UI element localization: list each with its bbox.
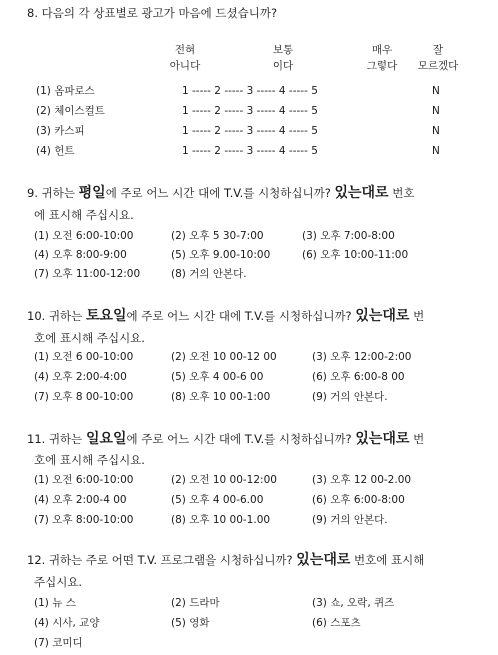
- q9-option-4[interactable]: (4) 오후 8:00-9:00: [34, 249, 127, 261]
- q10-title: [27, 309, 424, 323]
- q10-option-5[interactable]: (5) 오후 4 00-6 00: [171, 371, 264, 383]
- q9-title-mid: 에 주로 어느 시간 대에 T.V.를 시청하십니까?: [105, 186, 335, 200]
- q10-option-3[interactable]: (3) 오후 12:00-2:00: [312, 351, 412, 363]
- q8-header-4-line2: 모르겠다: [417, 60, 459, 72]
- q12-title-line2: 주십시요.: [34, 575, 83, 589]
- q9-title-em1: 평일: [78, 185, 106, 201]
- q9-option-6[interactable]: (6) 오후 10:00-11:00: [302, 249, 409, 261]
- q12-title-em2: 있는대로: [296, 552, 351, 568]
- q8-row-3-na[interactable]: N: [432, 125, 440, 137]
- q12-title-pre: 12. 귀하는 주로 어떤 T.V. 프로그램을 시청하십니까?: [27, 553, 297, 567]
- q10-title-em2: 있는대로: [355, 308, 410, 324]
- q9-title-pre: 9. 귀하는: [27, 186, 79, 200]
- q8-title: 8. 다음의 각 상표별로 광고가 마음에 드셨습니까?: [27, 6, 278, 20]
- q8-header-3-line2: 그렇다: [366, 60, 398, 72]
- q10-title-em1: 토요일: [85, 308, 127, 324]
- q10-title-mid: 에 주로 어느 시간 대에 T.V.를 시청하십니까?: [126, 309, 356, 323]
- q12-option-3[interactable]: (3) 쇼, 오락, 퀴즈: [312, 597, 395, 609]
- q8-row-2-na[interactable]: N: [432, 105, 440, 117]
- q8-row-4-scale[interactable]: 1 ----- 2 ----- 3 ----- 4 ----- 5: [182, 145, 318, 157]
- q12-title: [27, 553, 424, 567]
- q11-option-7[interactable]: (7) 오후 8:00-10:00: [34, 514, 134, 526]
- q8-header-3: [357, 42, 407, 74]
- q12-option-5[interactable]: (5) 영화: [171, 617, 210, 629]
- q8-row-4-label: (4) 헌트: [36, 145, 75, 157]
- q8-row-2-scale[interactable]: 1 ----- 2 ----- 3 ----- 4 ----- 5: [182, 105, 318, 117]
- q9-title-em2: 있는대로: [334, 185, 389, 201]
- q8-header-1-line2: 아니다: [169, 60, 201, 72]
- q11-title-post: 번: [409, 432, 425, 446]
- q8-row-3-label: (3) 카스피: [36, 125, 85, 137]
- q8-row-2-label: (2) 체이스컬트: [36, 105, 105, 117]
- q8-header-1: [160, 42, 210, 74]
- q11-title-pre: 11. 귀하는: [27, 432, 86, 446]
- q12-option-2[interactable]: (2) 드라마: [171, 597, 220, 609]
- q9-title: [27, 186, 414, 200]
- q11-title-mid: 에 주로 어느 시간 대에 T.V.를 시청하십니까?: [126, 432, 356, 446]
- q12-title-post: 번호에 표시해: [350, 553, 425, 567]
- q8-header-4-line1: 잘: [432, 44, 444, 56]
- q11-option-3[interactable]: (3) 오후 12 00-2.00: [312, 474, 412, 486]
- q10-title-post: 번: [409, 309, 425, 323]
- q9-option-8[interactable]: (8) 거의 안본다.: [171, 268, 247, 280]
- q11-option-5[interactable]: (5) 오후 4 00-6.00: [171, 494, 264, 506]
- q11-title-em1: 일요일: [85, 431, 127, 447]
- q10-title-line2: 호에 표시해 주십시요.: [34, 331, 145, 345]
- q8-header-4: [410, 42, 466, 74]
- q9-title-line2: 에 표시해 주십시요.: [34, 208, 134, 222]
- q8-row-3-scale[interactable]: 1 ----- 2 ----- 3 ----- 4 ----- 5: [182, 125, 318, 137]
- q11-option-9[interactable]: (9) 거의 안본다.: [312, 514, 388, 526]
- q10-option-7[interactable]: (7) 오후 8 00-10:00: [34, 391, 134, 403]
- q9-option-3[interactable]: (3) 오후 7:00-8:00: [302, 230, 395, 242]
- q10-option-1[interactable]: (1) 오전 6 00-10:00: [34, 351, 134, 363]
- q9-option-1[interactable]: (1) 오전 6:00-10:00: [34, 230, 134, 242]
- q9-option-7[interactable]: (7) 오후 11:00-12:00: [34, 268, 141, 280]
- q12-option-7[interactable]: (7) 코미디: [34, 637, 83, 649]
- q10-option-9[interactable]: (9) 거의 안본다.: [312, 391, 388, 403]
- q8-header-2-line2: 이다: [272, 60, 294, 72]
- q11-title-em2: 있는대로: [355, 431, 410, 447]
- q10-option-2[interactable]: (2) 오전 10 00-12 00: [171, 351, 277, 363]
- q8-header-1-line1: 전혀: [174, 44, 196, 56]
- q9-title-post: 번호: [388, 186, 415, 200]
- q10-option-8[interactable]: (8) 오후 10 00-1:00: [171, 391, 271, 403]
- q11-title: [27, 432, 424, 446]
- q8-row-1-na[interactable]: N: [432, 85, 440, 97]
- q11-title-line2: 호에 표시해 주십시요.: [34, 453, 145, 467]
- q8-header-3-line1: 매우: [371, 44, 393, 56]
- q11-option-2[interactable]: (2) 오전 10 00-12:00: [171, 474, 277, 486]
- q8-header-2: [258, 42, 308, 74]
- q8-row-1-label: (1) 옴파로스: [36, 85, 95, 97]
- q10-option-6[interactable]: (6) 오후 6:00-8 00: [312, 371, 405, 383]
- q11-option-8[interactable]: (8) 오후 10 00-1.00: [171, 514, 271, 526]
- q11-option-1[interactable]: (1) 오전 6:00-10:00: [34, 474, 134, 486]
- q10-option-4[interactable]: (4) 오후 2:00-4:00: [34, 371, 127, 383]
- q8-row-1-scale[interactable]: 1 ----- 2 ----- 3 ----- 4 ----- 5: [182, 85, 318, 97]
- q12-option-6[interactable]: (6) 스포츠: [312, 617, 361, 629]
- q11-option-4[interactable]: (4) 오후 2:00-4 00: [34, 494, 127, 506]
- q12-option-1[interactable]: (1) 뉴 스: [34, 597, 76, 609]
- q12-option-4[interactable]: (4) 시사, 교양: [34, 617, 100, 629]
- q11-option-6[interactable]: (6) 오후 6:00-8:00: [312, 494, 405, 506]
- q8-row-4-na[interactable]: N: [432, 145, 440, 157]
- q9-option-2[interactable]: (2) 오후 5 30-7:00: [171, 230, 264, 242]
- q9-option-5[interactable]: (5) 오후 9.00-10:00: [171, 249, 271, 261]
- q10-title-pre: 10. 귀하는: [27, 309, 86, 323]
- q8-header-2-line1: 보통: [272, 44, 294, 56]
